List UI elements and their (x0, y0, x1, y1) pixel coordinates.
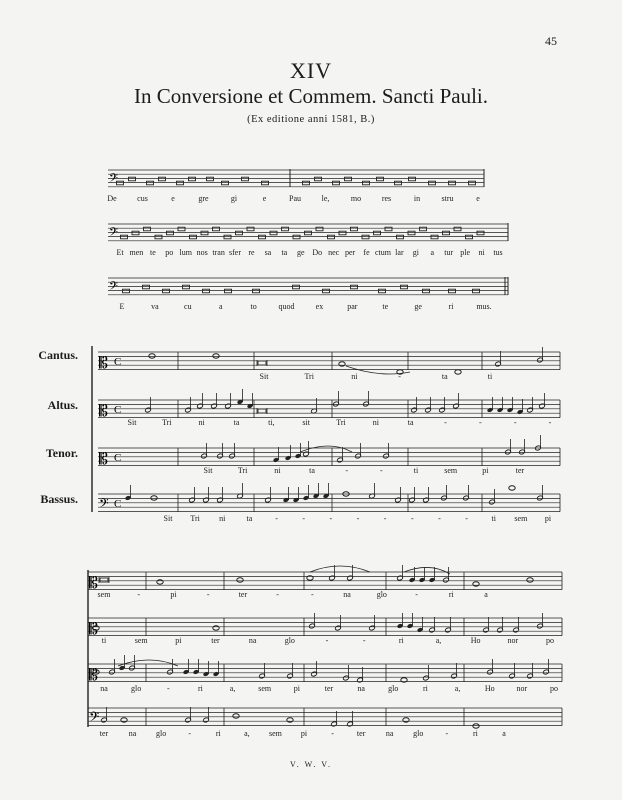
chant-syllable: fe (363, 248, 370, 257)
chant-note (351, 227, 358, 231)
chant-syllable: e (262, 194, 267, 203)
bassus-syllable: - (383, 514, 387, 523)
note-head (213, 354, 219, 358)
altus-syllable: Tri (336, 418, 346, 427)
system2-syllable: ri (422, 684, 428, 693)
chant-note (345, 177, 352, 181)
system2-syllable: - (166, 684, 170, 693)
clef-glyph: 𝄡 (89, 619, 98, 638)
chant-note (303, 181, 310, 185)
system2-syllable: sem (268, 729, 282, 738)
clef-glyph: 𝄡 (89, 665, 98, 684)
clef-glyph: 𝄢 (109, 280, 119, 296)
system2-syllable: - (445, 729, 449, 738)
system2-syllable: - (137, 590, 141, 599)
chant-note (401, 285, 408, 289)
chant-note (385, 227, 392, 231)
altus-syllable: ta (233, 418, 240, 427)
chant-syllable: Do (312, 248, 323, 257)
system2-syllable: - (311, 590, 314, 599)
chant-note (225, 289, 232, 293)
system2-syllable: Ho (470, 636, 481, 645)
cantus-syllable: Sit (259, 372, 269, 381)
chant-note (473, 289, 480, 293)
tie-arc (310, 566, 370, 572)
chant-syllable: ge (414, 302, 422, 311)
system2-syllable: sem (258, 684, 272, 693)
altus-syllable: - (548, 418, 552, 427)
chant-note (408, 231, 415, 235)
system2-syllable: ti (101, 636, 107, 645)
bassus-syllable: - (275, 514, 278, 523)
chant-syllable: quod (278, 302, 295, 311)
system2-syllable: ter (356, 729, 366, 738)
system2-syllable: a, (454, 684, 461, 693)
system2-syllable: glo (413, 729, 424, 738)
chant-syllable: stru (441, 194, 454, 203)
system2-syllable: ter (324, 684, 334, 693)
chant-syllable: ni (478, 248, 485, 257)
meter-sign: C (114, 404, 122, 416)
altus-syllable: - (478, 418, 482, 427)
altus-syllable: sit (302, 418, 310, 427)
chant-note (293, 285, 300, 289)
chant-note (190, 235, 197, 239)
chant-note (121, 235, 128, 239)
system2-syllable: ri (398, 636, 404, 645)
chant-syllable: ple (460, 248, 471, 257)
tenor-syllable: Tri (237, 466, 248, 475)
chant-syllable: te (149, 248, 156, 257)
meter-sign: C (114, 452, 122, 464)
tenor-syllable: - (379, 466, 383, 475)
bassus-syllable: - (465, 514, 468, 523)
tenor-syllable: ni (274, 466, 281, 475)
chant-note (144, 227, 151, 231)
piece-title: In Conversione et Commem. Sancti Pauli. (133, 84, 489, 108)
tenor-syllable: ti (413, 466, 419, 475)
tie-arc (118, 660, 178, 666)
tenor-syllable: Sit (203, 466, 213, 475)
chant-syllable: De (107, 194, 117, 203)
bassus-syllable: ta (246, 514, 253, 523)
chant-syllable: E (119, 302, 125, 311)
meter-sign: C (114, 498, 122, 510)
chant-syllable: te (382, 302, 389, 311)
system2-syllable: ri (448, 590, 454, 599)
bassus-syllable: sem (514, 514, 528, 523)
tenor-syllable: ter (515, 466, 525, 475)
chant-note (207, 177, 214, 181)
bassus-syllable: Sit (163, 514, 173, 523)
chant-note (339, 231, 346, 235)
system2-syllable: a, (435, 636, 442, 645)
bassus-syllable: - (438, 514, 441, 523)
system2-syllable: ri (215, 729, 221, 738)
system2-syllable: po (546, 636, 554, 645)
chant-note (201, 231, 208, 235)
clef-glyph: 𝄢 (99, 496, 109, 514)
system2-syllable: - (206, 590, 210, 599)
chant-syllable: gi (412, 248, 419, 257)
system2-syllable: a, (229, 684, 236, 693)
bassus-syllable: ni (219, 514, 226, 523)
piece-number: XIV (289, 58, 333, 83)
altus-syllable: Sit (127, 418, 137, 427)
chant-note (431, 235, 438, 239)
chant-syllable: to (250, 302, 257, 311)
chant-syllable: ex (315, 302, 324, 311)
cantus-syllable: - (398, 372, 401, 381)
system2-syllable: ri (472, 729, 478, 738)
clef-glyph: 𝄡 (99, 401, 108, 420)
bassus-syllable: - (302, 514, 306, 523)
chant-note (222, 181, 229, 185)
system2-syllable: sem (134, 636, 148, 645)
bassus-syllable: ti (491, 514, 496, 523)
chant-note (203, 289, 210, 293)
chant-syllable: ta (281, 248, 288, 257)
voice-label-cantus: Cantus. (38, 348, 78, 362)
system2-syllable: na (357, 684, 365, 693)
chant-syllable: tran (212, 248, 225, 257)
chant-syllable: re (248, 248, 255, 257)
chant-syllable: Et (116, 248, 124, 257)
chant-syllable: a (430, 248, 435, 257)
note-head (149, 354, 155, 358)
note-head (151, 496, 157, 500)
tenor-syllable: pi (482, 466, 489, 475)
chant-note (363, 181, 370, 185)
chant-note (377, 177, 384, 181)
chant-note (409, 177, 416, 181)
system2-syllable: nor (507, 636, 519, 645)
system2-syllable: - (325, 636, 329, 645)
chant-syllable: per (344, 248, 356, 257)
edition-note: (Ex editione anni 1581, B.) (247, 114, 375, 125)
chant-syllable: res (381, 194, 392, 203)
bassus-syllable: Tri (190, 514, 200, 523)
chant-note (374, 231, 381, 235)
chant-syllable: le, (321, 194, 330, 203)
cantus-syllable: ni (351, 372, 358, 381)
chant-note (469, 181, 476, 185)
chant-note (163, 289, 170, 293)
chant-note (242, 177, 249, 181)
chant-note (423, 289, 430, 293)
chant-note (183, 285, 190, 289)
note-head (258, 409, 266, 413)
clef-glyph: 𝄡 (99, 449, 108, 468)
chant-note (397, 235, 404, 239)
chant-note (351, 285, 358, 289)
chant-note (362, 235, 369, 239)
chant-note (429, 181, 436, 185)
bassus-syllable: pi (544, 514, 552, 523)
clef-glyph: 𝄡 (89, 573, 98, 592)
system2-syllable: glo (131, 684, 142, 693)
system2-syllable: ter (99, 729, 109, 738)
altus-syllable: ta (407, 418, 414, 427)
chant-note (213, 227, 220, 231)
chant-syllable: tur (444, 248, 454, 257)
tenor-syllable: sem (444, 466, 458, 475)
chant-syllable: cu (184, 302, 192, 311)
chant-note (449, 289, 456, 293)
system2-syllable: - (331, 729, 334, 738)
system2-syllable: a (502, 729, 506, 738)
chant-note (167, 231, 174, 235)
chant-syllable: sfer (229, 248, 242, 257)
chant-note (282, 227, 289, 231)
chant-syllable: va (151, 302, 159, 311)
chant-note (316, 227, 323, 231)
chant-syllable: gi (230, 194, 238, 203)
chant-syllable: lum (179, 248, 192, 257)
chant-note (323, 289, 330, 293)
page-number: 45 (545, 34, 557, 48)
note-head (527, 578, 533, 582)
chant-note (328, 235, 335, 239)
system2-syllable: na (343, 590, 351, 599)
chant-note (477, 231, 484, 235)
chant-syllable: gre (198, 194, 209, 203)
chant-syllable: par (347, 302, 358, 311)
chant-note (177, 181, 184, 185)
system2-syllable: glo (156, 729, 167, 738)
chant-syllable: in (413, 194, 421, 203)
chant-syllable: e (171, 194, 175, 203)
clef-glyph: 𝄢 (109, 172, 119, 188)
chant-syllable: tus (493, 248, 503, 257)
cantus-syllable: Tri (304, 372, 314, 381)
system2-syllable: glo (376, 590, 387, 599)
chant-syllable: nos (196, 248, 208, 257)
system2-syllable: - (276, 590, 279, 599)
chant-note (443, 231, 450, 235)
chant-note (449, 181, 456, 185)
chant-note (259, 235, 266, 239)
chant-syllable: Pau (289, 194, 301, 203)
chant-syllable: ge (297, 248, 305, 257)
chant-note (270, 231, 277, 235)
system2-syllable: a, (244, 729, 250, 738)
tenor-syllable: - (345, 466, 348, 475)
system2-syllable: na (248, 636, 257, 645)
chant-note (178, 227, 185, 231)
chant-note (129, 177, 136, 181)
system2-syllable: pi (300, 729, 308, 738)
system2-syllable: a (484, 590, 488, 599)
chant-syllable: ri (448, 302, 454, 311)
voice-label-altus: Altus. (47, 398, 78, 412)
cantus-syllable: ta (441, 372, 448, 381)
chant-syllable: nec (328, 248, 340, 257)
meter-sign: C (114, 356, 122, 368)
chant-note (236, 231, 243, 235)
voice-label-bassus: Bassus. (40, 492, 78, 506)
note-head (237, 578, 243, 582)
chant-note (420, 227, 427, 231)
altus-syllable: ni (198, 418, 205, 427)
note-head (473, 724, 479, 728)
system2-syllable: na (100, 684, 108, 693)
chant-syllable: a (218, 302, 223, 311)
chant-syllable: sa (264, 248, 272, 257)
altus-syllable: Tri (162, 418, 172, 427)
chant-note (155, 235, 162, 239)
system2-syllable: Ho (484, 684, 495, 693)
system2-syllable: - (188, 729, 192, 738)
bassus-syllable: - (329, 514, 333, 523)
chant-syllable: lar (395, 248, 404, 257)
voice-label-tenor: Tenor. (45, 446, 78, 460)
chant-note (159, 177, 166, 181)
chant-note (466, 235, 473, 239)
clef-glyph: 𝄡 (99, 353, 108, 372)
system2-syllable: nor (516, 684, 528, 693)
chant-syllable: mus. (476, 302, 492, 311)
bassus-syllable: - (356, 514, 360, 523)
note-head (509, 486, 515, 490)
note-head (455, 370, 461, 374)
chant-note (189, 177, 196, 181)
chant-note (305, 231, 312, 235)
system2-syllable: po (550, 684, 558, 693)
tie-arc (300, 446, 352, 452)
system2-syllable: sem (97, 590, 111, 599)
chant-note (379, 289, 386, 293)
chant-note (123, 289, 130, 293)
cantus-syllable: ti (487, 372, 493, 381)
system2-syllable: pi (175, 636, 182, 645)
chant-syllable: mo (350, 194, 362, 203)
chant-note (132, 231, 139, 235)
chant-syllable: cus (137, 194, 148, 203)
chant-note (224, 235, 231, 239)
chant-syllable: men (129, 248, 144, 257)
chant-syllable: po (165, 248, 174, 257)
chant-note (293, 235, 300, 239)
chant-note (315, 177, 322, 181)
system2-syllable: ter (238, 590, 248, 599)
chant-note (253, 289, 260, 293)
note-head (100, 578, 108, 582)
altus-syllable: - (444, 418, 447, 427)
chant-note (333, 181, 340, 185)
system2-syllable: glo (284, 636, 295, 645)
altus-syllable: - (513, 418, 517, 427)
system2-syllable: - (362, 636, 366, 645)
system2-syllable: na (128, 729, 137, 738)
footer-signature: V. W. V. (289, 760, 333, 769)
bassus-syllable: - (410, 514, 414, 523)
tenor-syllable: ta (309, 466, 315, 475)
chant-note (395, 181, 402, 185)
chant-syllable: ctum (374, 248, 391, 257)
chant-note (247, 227, 254, 231)
chant-note (143, 285, 150, 289)
altus-syllable: ni (372, 418, 379, 427)
system2-syllable: ri (197, 684, 203, 693)
clef-glyph: 𝄢 (89, 709, 100, 728)
system2-syllable: - (415, 590, 418, 599)
chant-note (262, 181, 269, 185)
system2-syllable: pi (293, 684, 300, 693)
clef-glyph: 𝄢 (109, 226, 119, 242)
chant-syllable: e (476, 194, 480, 203)
tie-arc (404, 567, 450, 574)
chant-note (147, 181, 154, 185)
chant-note (454, 227, 461, 231)
system2-syllable: na (385, 729, 394, 738)
system2-syllable: ter (211, 636, 220, 645)
system2-syllable: glo (388, 684, 399, 693)
note-head (258, 361, 266, 365)
system2-syllable: pi (170, 590, 177, 599)
altus-syllable: ti, (268, 418, 275, 427)
note-head (233, 714, 239, 718)
